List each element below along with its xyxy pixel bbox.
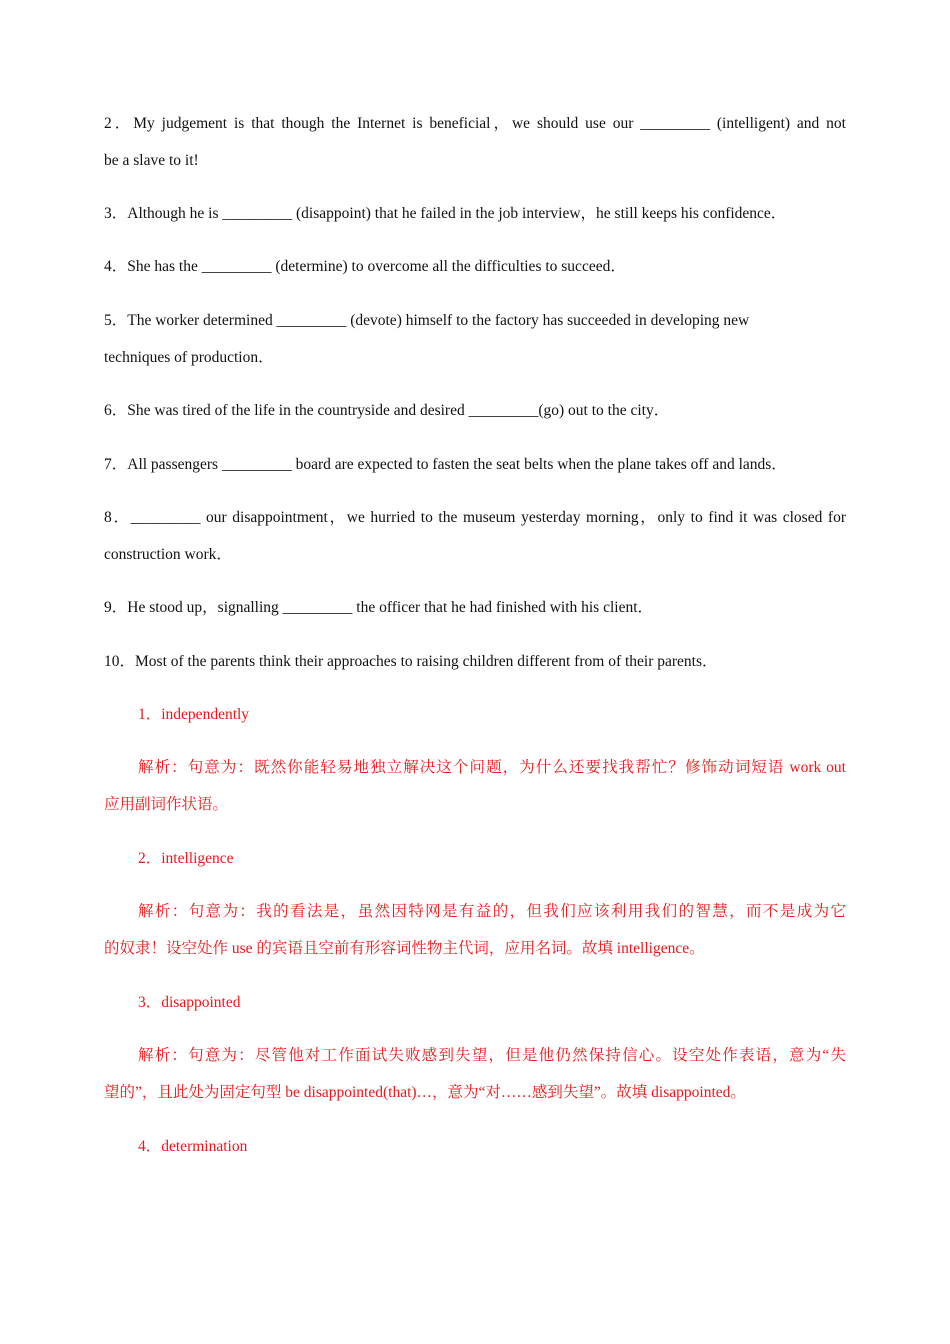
question-2-line-1: 2．My judgement is that though the Internet is beneficial，we should use our _________ (intelligent) and not xyxy=(104,115,846,132)
answer-1-explanation-line-2: 应用副词作状语。 xyxy=(104,796,229,813)
answer-3-explanation-line-2: 望的”，且此处为固定句型 be disappointed(that)…，意为“对……感到失望”。故填 disappointed。 xyxy=(104,1084,746,1101)
answer-2: 2．intelligence xyxy=(138,850,234,867)
answer-3: 3．disappointed xyxy=(138,994,241,1011)
question-9: 9．He stood up，signalling _________ the officer that he had finished with his client． xyxy=(104,599,654,616)
answer-4: 4．determination xyxy=(138,1138,248,1155)
question-8-line-1: 8．_________ our disappointment，we hurried to the museum yesterday morning，only to find it was closed for xyxy=(104,509,846,526)
question-3: 3．Although he is _________ (disappoint) that he failed in the job interview，he still keeps his confidence． xyxy=(104,205,787,222)
answer-1-explanation-line-1: 解析：句意为：既然你能轻易地独立解决这个问题，为什么还要找我帮忙？修饰动词短语 work out xyxy=(138,759,846,776)
question-7: 7．All passengers _________ board are expected to fasten the seat belts when the plane takes off and lands． xyxy=(104,456,787,473)
answer-2-explanation-line-1: 解析：句意为：我的看法是，虽然因特网是有益的，但我们应该利用我们的智慧，而不是成为它 xyxy=(138,903,846,920)
question-4: 4．She has the _________ (determine) to overcome all the difficulties to succeed． xyxy=(104,258,626,275)
answer-1: 1．independently xyxy=(138,706,250,723)
question-2-line-2: be a slave to it! xyxy=(104,152,199,169)
question-5-line-1: 5．The worker determined _________ (devote) himself to the factory has succeeded in developing new xyxy=(104,312,750,329)
question-5-line-2: techniques of production． xyxy=(104,349,274,366)
answer-2-explanation-line-2: 的奴隶！设空处作 use 的宾语且空前有形容词性物主代词，应用名词。故填 intelligence。 xyxy=(104,940,705,957)
question-10: 10．Most of the parents think their approaches to raising children different from of their parents． xyxy=(104,653,718,670)
question-8-line-2: construction work． xyxy=(104,546,232,563)
question-6: 6．She was tired of the life in the countryside and desired _________(go) out to the city． xyxy=(104,402,670,419)
answer-3-explanation-line-1: 解析：句意为：尽管他对工作面试失败感到失望，但是他仍然保持信心。设空处作表语，意为“失 xyxy=(138,1047,846,1064)
